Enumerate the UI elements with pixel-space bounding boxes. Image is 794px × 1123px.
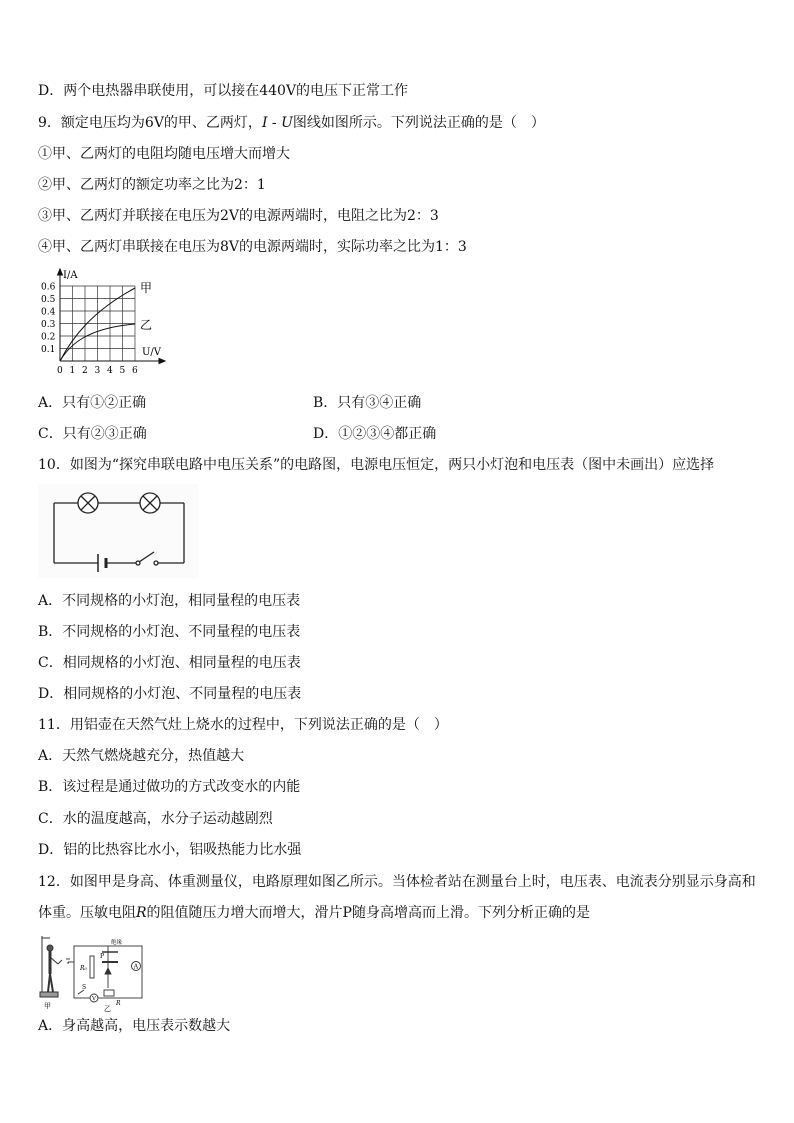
- x-tick-1: 1: [69, 366, 76, 376]
- voltmeter-icon: [90, 994, 98, 1002]
- q11-option-a: A．天然气燃烧越充分，热值越大: [38, 748, 245, 764]
- y-tick-01: 0.1: [41, 345, 56, 355]
- q12-figure: [38, 932, 148, 1012]
- q12-stem-2b: 的阻值随压力增大而增大，滑片P随身高增高而上滑。下列分析正确的是: [146, 905, 590, 921]
- fig-label-jia: 甲: [44, 1002, 51, 1010]
- bulb-icon-1: [78, 493, 98, 513]
- y-tick-02: 0.2: [41, 332, 56, 343]
- q12-stem-r: R: [136, 905, 147, 921]
- q10-option-a: A．不同规格的小灯泡，相同量程的电压表: [38, 593, 301, 609]
- q9-statement-3: ③甲、乙两灯并联接在电压为2V的电源两端时，电阻之比为2：3: [38, 208, 439, 224]
- q9-stem-i: I: [261, 115, 268, 131]
- q10-stem: 10．如图为“探究串联电路中电压关系”的电路图，电源电压恒定，两只小灯泡和电压表（图中未画出）应选择: [38, 457, 715, 473]
- q9-stem-a: 9．额定电压均为6V的甲、乙两灯，: [38, 115, 262, 131]
- q9-statement-2: ②甲、乙两灯的额定功率之比为2：1: [38, 177, 266, 193]
- x-tick-2: 2: [82, 366, 88, 376]
- q10-option-d: D．相同规格的小灯泡、不同量程的电压表: [38, 686, 302, 702]
- q9-option-d: D．①②③④都正确: [313, 426, 437, 442]
- y-tick-04: 0.4: [41, 307, 56, 318]
- q12-stem-2a: 体重。压敏电阻: [38, 905, 136, 921]
- y-tick-03: 0.3: [41, 320, 56, 330]
- q11-option-d: D．铝的比热容比水小，铝吸热能力比水强: [38, 842, 302, 858]
- q9-stem-u: U: [281, 115, 293, 131]
- q9-option-c: C．只有②③正确: [38, 426, 147, 442]
- x-tick-3: 3: [94, 366, 101, 376]
- measuring-stand-figure: [40, 936, 62, 997]
- x-tick-6: 6: [132, 366, 138, 376]
- q11-stem: 11．用铝壶在天然气灶上烧水的过程中，下列说法正确的是（ ）: [38, 717, 448, 733]
- q10-option-c: C．相同规格的小灯泡、相同量程的电压表: [38, 655, 301, 671]
- ammeter-label: A: [133, 963, 139, 971]
- x-tick-5: 5: [119, 366, 126, 376]
- q9-iu-graph: [38, 266, 168, 378]
- q12-option-a: A．身高越高，电压表示数越大: [38, 1018, 231, 1034]
- y-tick-05: 0.5: [41, 295, 56, 305]
- q10-circuit-diagram: [38, 484, 198, 578]
- x-tick-4: 4: [107, 366, 113, 376]
- voltmeter-label: V: [92, 996, 96, 1003]
- fig-label-insulator: 绝缘: [111, 940, 123, 946]
- ammeter-icon: [132, 962, 141, 971]
- bulb-icon-2: [140, 493, 160, 513]
- y-tick-06: 0.6: [41, 282, 56, 293]
- q9-stem-dash: -: [267, 115, 282, 131]
- graph-y-label: I/A: [63, 270, 78, 281]
- q8-option-d: D．两个电热器串联使用，可以接在440V的电压下正常工作: [38, 83, 409, 99]
- q9-stem: [38, 113, 545, 133]
- x-tick-0: 0: [57, 366, 63, 376]
- q9-option-a: A．只有①②正确: [38, 395, 147, 411]
- graph-x-label: U/V: [142, 347, 162, 358]
- q9-statement-1: ①甲、乙两灯的电阻均随电压增大而增大: [38, 146, 290, 162]
- q11-option-b: B．该过程是通过做功的方式改变水的内能: [38, 779, 301, 795]
- fig-label-p: P: [100, 953, 105, 960]
- q9-stem-c: 图线如图所示。下列说法正确的是（ ）: [292, 115, 545, 131]
- fig-label-yi: 乙: [104, 1005, 111, 1012]
- q10-option-b: B．不同规格的小灯泡、不同量程的电压表: [38, 624, 301, 640]
- q11-option-c: C．水的温度越高，水分子运动越剧烈: [38, 811, 273, 827]
- fig-label-r0: R₀: [80, 965, 87, 972]
- label-yi: 乙: [140, 318, 153, 332]
- fig-label-s: S: [82, 984, 87, 991]
- q9-statement-4: ④甲、乙两灯串联接在电压为8V的电源两端时，实际功率之比为1：3: [38, 239, 467, 255]
- fig-label-r: R: [116, 1000, 121, 1007]
- label-jia: 甲: [140, 281, 153, 295]
- q9-option-b: B．只有③④正确: [313, 395, 422, 411]
- q12-stem-line1: 12．如图甲是身高、体重测量仪，电路原理如图乙所示。当体检者站在测量台上时，电压表、电流表分别显示身高和: [38, 874, 756, 890]
- q12-stem-line2: [38, 903, 590, 923]
